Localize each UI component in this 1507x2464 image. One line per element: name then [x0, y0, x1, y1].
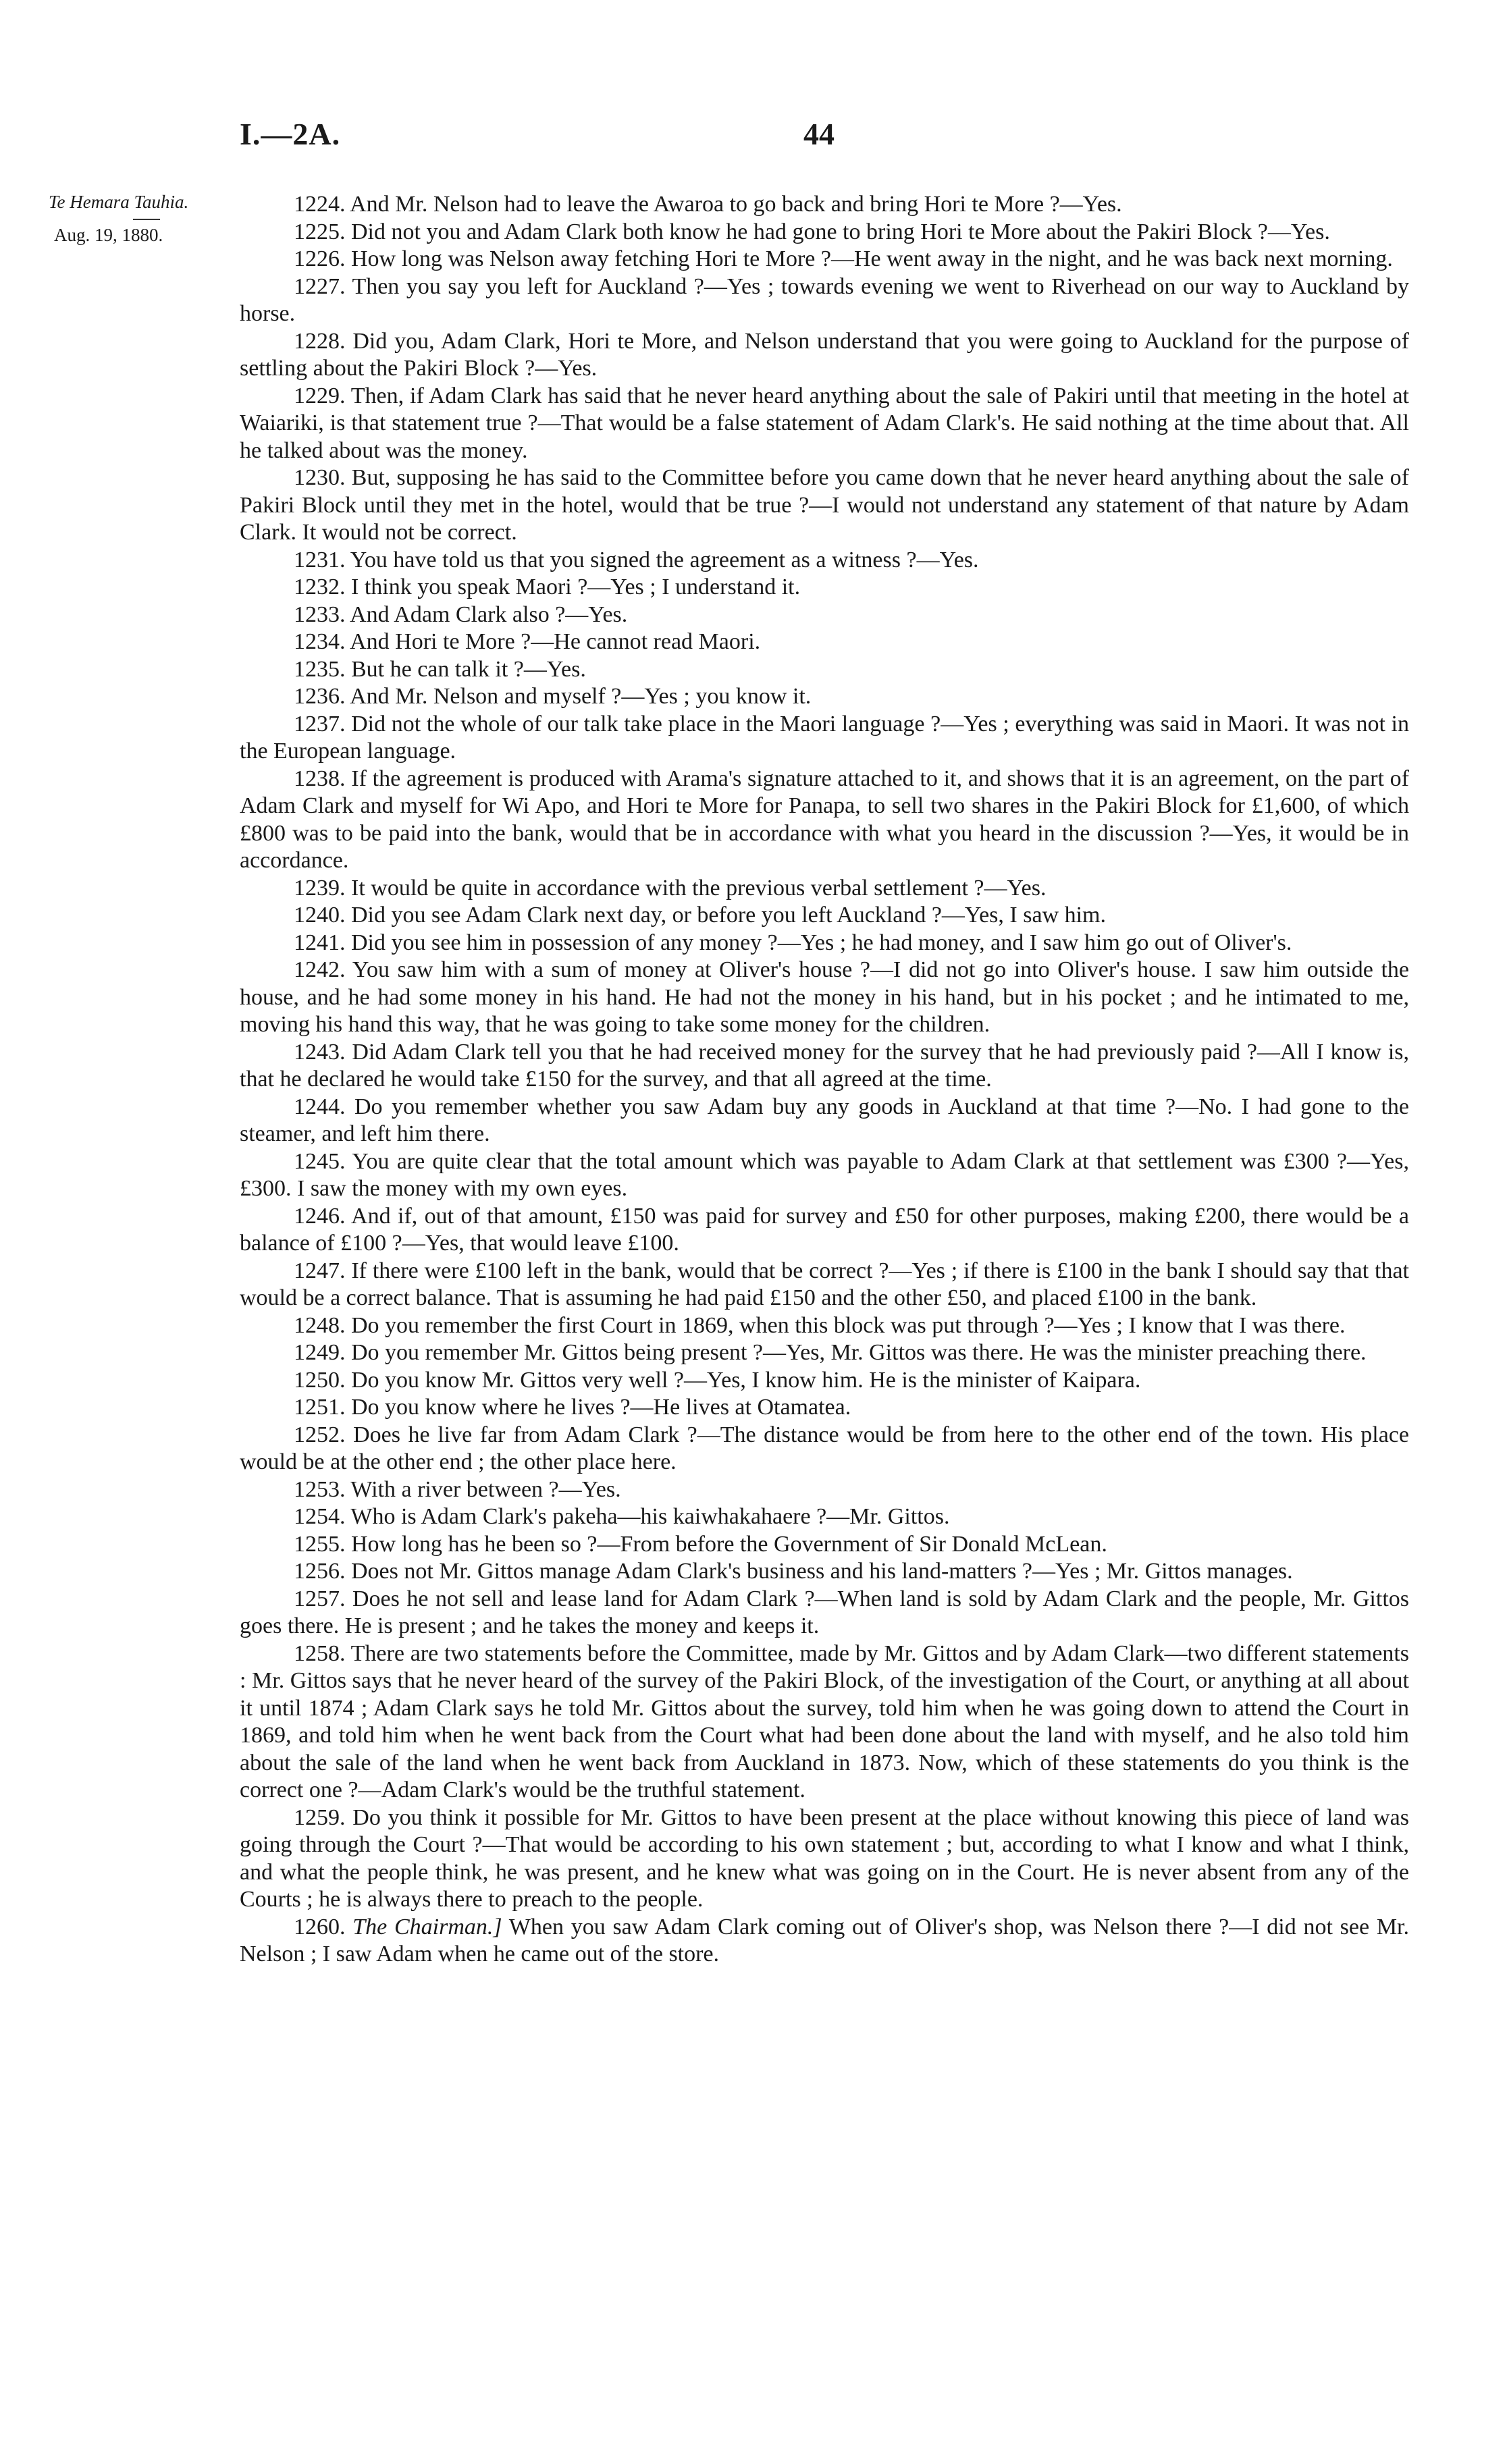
paragraph-number: 1260. — [294, 1914, 346, 1939]
paragraph-1240: 1240. Did you see Adam Clark next day, or before you left Auckland ?—Yes, I saw him. — [294, 903, 1106, 928]
paragraph-1251: 1251. Do you know where he lives ?—He lives at Otamatea. — [294, 1395, 851, 1420]
paragraph-1253: 1253. With a river between ?—Yes. — [294, 1476, 621, 1502]
paragraph-1260 — [240, 1914, 1409, 1968]
paragraph-1255: 1255. How long has he been so ?—From before the Government of Sir Donald McLean. — [294, 1531, 1107, 1557]
paragraph-1246: 1246. And if, out of that amount, £150 was paid for survey and £50 for other purposes, making £200, there would be a balance of £100 ?—Yes, that would leave £100. — [240, 1203, 1409, 1256]
paragraph-1235: 1235. But he can talk it ?—Yes. — [294, 656, 586, 682]
paragraph-1229: 1229. Then, if Adam Clark has said that he never heard anything about the sale of Pakiri until that meeting in the hotel at Waiariki, is that statement true ?—That would be a false statement of Adam Clark's. He said nothing at the time about that. All he talked about was the money. — [240, 383, 1409, 463]
paragraph-1258: 1258. There are two statements before the Committee, made by Mr. Gittos and by Adam Clark—two different statements : Mr. Gittos says that he never heard of the survey of the Pakiri Block, of the investigation of the Court, or anything at all about it until 1874 ; Adam Clark says he told Mr. Gittos about the survey, told him when he was going down to attend the Court in 1869, and told him when he went back from the Court what had been done about the land with myself, and he also told him about the sale of the land when he went back from Auckland in 1873. Now, which of these statements do you think is the correct one ?—Adam Clark's would be the truthful statement. — [240, 1640, 1409, 1802]
paragraph-1237: 1237. Did not the whole of our talk take place in the Maori language ?—Yes ; everything was said in Maori. It was not in the European language. — [240, 711, 1409, 764]
paragraph-1250: 1250. Do you know Mr. Gittos very well ?—Yes, I know him. He is the minister of Kaipara. — [294, 1367, 1141, 1393]
paragraph-1224: 1224. And Mr. Nelson had to leave the Awaroa to go back and bring Hori te More ?—Yes. — [294, 192, 1122, 217]
margin-rule — [133, 219, 160, 220]
paragraph-1247: 1247. If there were £100 left in the bank, would that be correct ?—Yes ; if there is £100 in the bank I should say that that would be a correct balance. That is assuming he had paid £150 and the other £50, and placed £100 in the bank. — [240, 1258, 1409, 1310]
paragraph-1234: 1234. And Hori te More ?—He cannot read Maori. — [294, 629, 761, 654]
paragraph-1236: 1236. And Mr. Nelson and myself ?—Yes ; you know it. — [294, 684, 812, 709]
paragraph-1241: 1241. Did you see him in possession of any money ?—Yes ; he had money, and I saw him go out of Oliver's. — [294, 930, 1292, 955]
paragraph-1232: 1232. I think you speak Maori ?—Yes ; I understand it. — [294, 574, 801, 599]
evidence-text — [240, 191, 1409, 1968]
page-number: 44 — [803, 117, 835, 151]
paragraph-1227: 1227. Then you say you left for Auckland ?—Yes ; towards evening we went to Riverhead on our way to Auckland by horse. — [240, 273, 1409, 326]
paragraph-1233: 1233. And Adam Clark also ?—Yes. — [294, 601, 628, 627]
document-reference: I.—2A. — [240, 117, 341, 151]
paragraph-1252: 1252. Does he live far from Adam Clark ?—The distance would be from here to the other end of the town. His place would be at the other end ; the other place here. — [240, 1422, 1409, 1474]
paragraph-1248: 1248. Do you remember the first Court in 1869, when this block was put through ?—Yes ; I know that I was there. — [294, 1312, 1346, 1338]
paragraph-1226: 1226. How long was Nelson away fetching Hori te More ?—He went away in the night, and he was back next morning. — [294, 246, 1393, 271]
paragraph-1243: 1243. Did Adam Clark tell you that he had received money for the survey that he had previously paid ?—All I know is, that he declared he would take £150 for the survey, and that all agreed at the time. — [240, 1039, 1409, 1092]
paragraph-1257: 1257. Does he not sell and lease land for Adam Clark ?—When land is sold by Adam Clark and the people, Mr. Gittos goes there. He is present ; and he takes the money and keeps it. — [240, 1586, 1409, 1638]
paragraph-1249: 1249. Do you remember Mr. Gittos being present ?—Yes, Mr. Gittos was there. He was the minister preaching there. — [294, 1340, 1367, 1365]
paragraph-1228: 1228. Did you, Adam Clark, Hori te More, and Nelson understand that you were going to Auckland for the purpose of settling about the Pakiri Block ?—Yes. — [240, 328, 1409, 381]
margin-witness-name: Te Hemara Tauhia. — [49, 192, 189, 212]
margin-date: Aug. 19, 1880. — [54, 225, 163, 245]
paragraph-1230: 1230. But, supposing he has said to the Committee before you came down that he never heard anything about the sale of Pakiri Block until they met in the hotel, would that be true ?—I would not understand any statement of that nature by Adam Clark. It would not be correct. — [240, 465, 1409, 545]
chairman-speaker: The Chairman.] — [352, 1914, 502, 1939]
paragraph-1259: 1259. Do you think it possible for Mr. Gittos to have been present at the place without knowing this piece of land was going through the Court ?—That would be according to his own statement ; but, according to what I know and what I think, and what the people think, he was present, and he knew what was going on in the Court. He is never absent from any of the Courts ; he is always there to preach to the people. — [240, 1804, 1409, 1912]
paragraph-1254: 1254. Who is Adam Clark's pakeha—his kaiwhakahaere ?—Mr. Gittos. — [294, 1504, 950, 1529]
paragraph-1239: 1239. It would be quite in accordance with the previous verbal settlement ?—Yes. — [294, 875, 1047, 901]
paragraph-1245: 1245. You are quite clear that the total amount which was payable to Adam Clark at that settlement was £300 ?—Yes, £300. I saw the money with my own eyes. — [240, 1148, 1409, 1201]
paragraph-1231: 1231. You have told us that you signed the agreement as a witness ?—Yes. — [294, 547, 979, 572]
paragraph-text: When you saw Adam Clark coming out of Oliver's shop, was Nelson there ?—I did not see Mr. Nelson ; I saw Adam when he came out of the store. — [240, 1914, 1410, 1966]
paragraph-1238: 1238. If the agreement is produced with Arama's signature attached to it, and shows that it is an agreement, on the part of Adam Clark and myself for Wi Apo, and Hori te More for Panapa, to sell two shares in the Pakiri Block for £1,600, of which £800 was to be paid into the bank, would that be in accordance with what you heard in the discussion ?—Yes, it would be in accordance. — [240, 766, 1409, 873]
paragraph-1256: 1256. Does not Mr. Gittos manage Adam Clark's business and his land-matters ?—Yes ; Mr. Gittos manages. — [294, 1559, 1293, 1584]
paragraph-1225: 1225. Did not you and Adam Clark both know he had gone to bring Hori te More about the Pakiri Block ?—Yes. — [294, 219, 1330, 244]
paragraph-1242: 1242. You saw him with a sum of money at Oliver's house ?—I did not go into Oliver's house. I saw him outside the house, and he had some money in his hand. He had not the money in his hand, but in his pocket ; and he intimated to me, moving his hand this way, that he was going to take some money for the children. — [240, 957, 1409, 1037]
paragraph-1244: 1244. Do you remember whether you saw Adam buy any goods in Auckland at that time ?—No. I had gone to the steamer, and left him there. — [240, 1094, 1409, 1146]
margin-note — [49, 191, 244, 246]
